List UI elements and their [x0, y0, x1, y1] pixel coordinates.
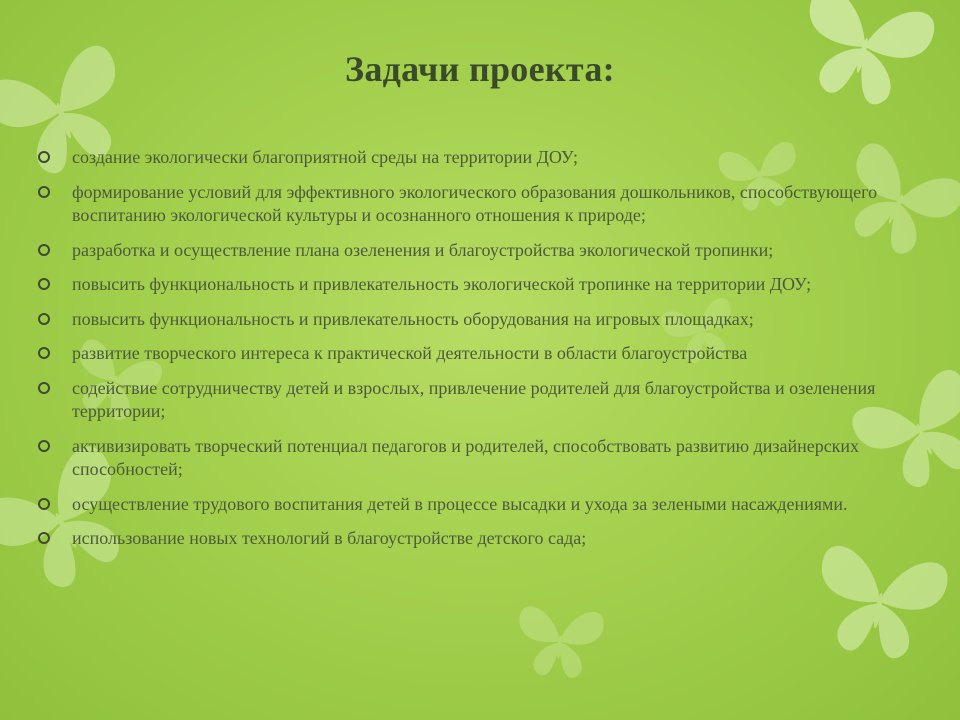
- ring-bullet-icon: [38, 313, 50, 325]
- ring-bullet-icon: [38, 244, 50, 256]
- task-item: [38, 308, 922, 332]
- ring-bullet-icon: [38, 440, 50, 452]
- ring-bullet-icon: [38, 278, 50, 290]
- ring-bullet-icon: [38, 498, 50, 510]
- ring-bullet-icon: [38, 186, 50, 198]
- task-text: разработка и осуществление плана озеленения и благоустройства экологической тропинки;: [72, 239, 774, 260]
- ring-bullet-icon: [38, 151, 50, 163]
- task-item: [38, 527, 922, 551]
- task-text: осуществление трудового воспитания детей в процессе высадки и ухода за зелеными насаждениями.: [72, 493, 848, 514]
- task-text: активизировать творческий потенциал педагогов и родителей, способствовать развитию дизайнерских способностей;: [72, 435, 860, 479]
- task-item: [38, 239, 922, 263]
- task-item: [38, 377, 922, 424]
- task-item: [38, 181, 922, 228]
- task-list: [38, 146, 922, 562]
- slide-title: Задачи проекта:: [345, 49, 615, 89]
- butterfly-icon: [808, 543, 950, 665]
- task-text: содействие сотрудничеству детей и взрослых, привлечение родителей для благоустройства и озеленения территории;: [72, 377, 876, 421]
- ring-bullet-icon: [38, 347, 50, 359]
- task-text: формирование условий для эффективного экологического образования дошкольников, способствующего воспитанию экологической культуры и осознанного отношения к природе;: [72, 181, 878, 225]
- task-item: [38, 273, 922, 297]
- task-text: использование новых технологий в благоустройстве детского сада;: [72, 528, 587, 548]
- butterfly-icon: [515, 606, 605, 681]
- task-text: создание экологически благоприятной среды на территории ДОУ;: [72, 147, 578, 167]
- ring-bullet-icon: [38, 532, 50, 544]
- task-item: [38, 342, 922, 366]
- task-item: [38, 493, 922, 517]
- task-item: [38, 146, 922, 170]
- task-text: развитие творческого интереса к практической деятельности в области благоустройства: [72, 343, 748, 363]
- task-text: повысить функциональность и привлекательность экологической тропинке на территории ДОУ;: [72, 274, 812, 294]
- ring-bullet-icon: [38, 382, 50, 394]
- task-item: [38, 435, 922, 482]
- task-text: повысить функциональность и привлекательность оборудования на игровых площадках;: [72, 308, 754, 329]
